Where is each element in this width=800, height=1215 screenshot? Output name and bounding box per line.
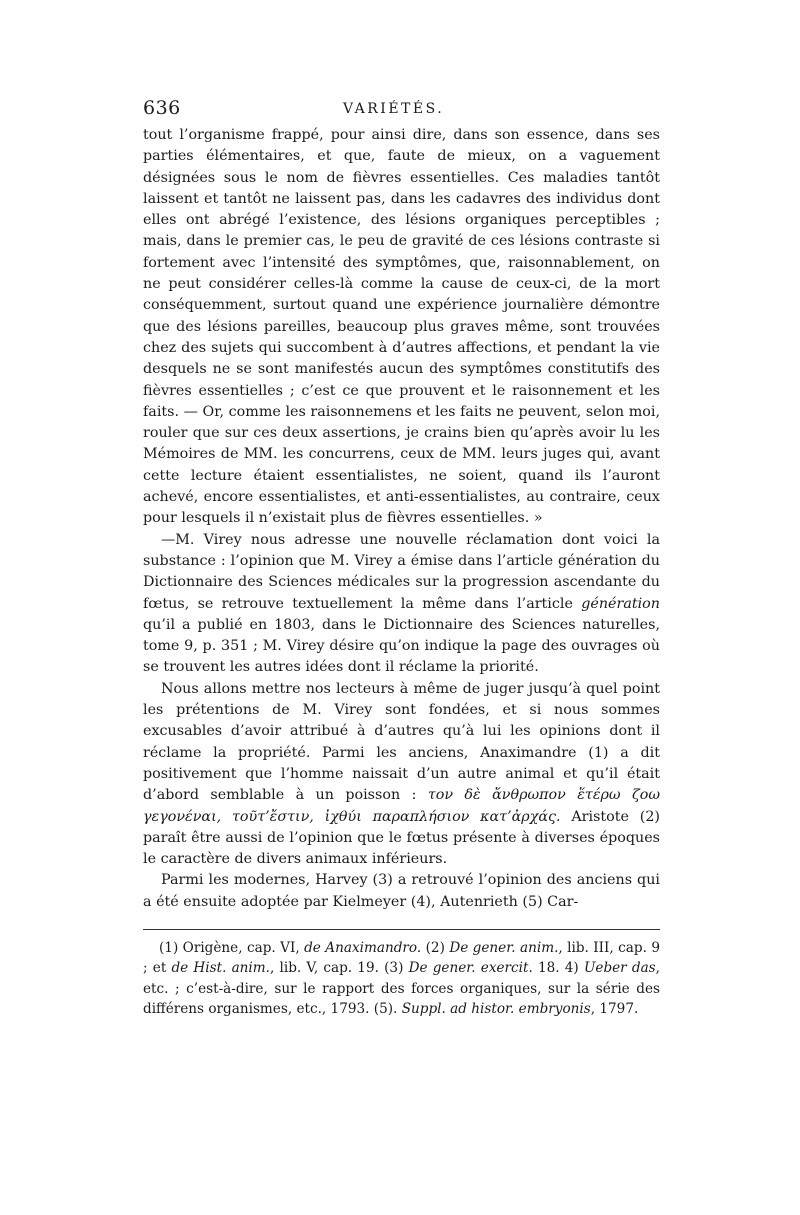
footnote-5-title: Suppl. ad histor. embryonis bbox=[401, 1001, 591, 1018]
footnote-2b-text: , lib. V, cap. 19. (3) bbox=[270, 960, 409, 977]
running-head: VARIÉTÉS. bbox=[343, 101, 445, 117]
paragraph-3 bbox=[143, 679, 660, 871]
footnote-rule bbox=[143, 929, 660, 930]
body-text bbox=[143, 125, 660, 913]
footnote-3-text: 18. 4) bbox=[532, 960, 584, 977]
greek-quote: τον δὲ ἄνθρωπον ἕτέρω ζοω γεγονέναι, τοῦτ’ἔστιν, ἰχθύι παραπλήσιον κατ’ἀρχάς. bbox=[143, 787, 660, 825]
footnote-4-text: , etc. ; c’est-à-dire, sur le rapport des forces organiques, sur la série des différens organismes, etc., 1793. (5). bbox=[143, 960, 660, 1018]
paragraph-2-tail: qu’il a publié en 1803, dans le Dictionnaire des Sciences naturelles, tome 9, p. 351 ; M. Virey désire qu’on indique la page des ouvrages où se trouvent les autres idées dont il réclame la priorité. bbox=[143, 616, 660, 676]
footnote-5-text: , 1797. bbox=[590, 1001, 639, 1018]
paragraph-2-italic: génération bbox=[581, 595, 660, 612]
paragraph-2 bbox=[143, 530, 660, 679]
paragraph-1: tout l’organisme frappé, pour ainsi dire, dans son essence, dans ses parties élémentaires, et que, faute de mieux, on a vaguement désignées sous le nom de fièvres essentielles. Ces maladies tantôt laissent et tantôt ne laissent pas, dans les cadavres des individus dont elles ont abrégé l’existence, des lésions organiques perceptibles ; mais, dans le premier cas, le peu de gravité de ces lésions contraste si fortement avec l’intensité des symptômes, que, raisonnablement, on ne peut considérer celles-là comme la cause de ceux-ci, de la mort conséquemment, surtout quand une expérience journalière démontre que des lésions pareilles, beaucoup plus graves même, sont trouvées chez des sujets qui succombent à d’autres affections, et pendant la vie desquels ne se sont manifestés aucun des symptômes constitutifs des fièvres essentielles ; c’est ce que prouvent et le raisonnement et les faits. — Or, comme les raisonnemens et les faits ne peuvent, selon moi, rouler que sur ces deux assertions, je crains bien qu’après avoir lu les Mémoires de MM. les concurrens, ceux de MM. leurs juges qui, avant cette lecture étaient essentialistes, ne soient, quand ils l’auront achevé, encore essentialistes, et anti-essentialistes, au contraire, ceux pour lesquels il n’existait plus de fièvres essentielles. » bbox=[143, 127, 660, 527]
paragraph-2-text: —M. Virey nous adresse une nouvelle réclamation dont voici la substance : l’opinion que M. Virey a émise dans l’article génération du Dictionnaire des Sciences médicales sur la progression ascendante du fœtus, se retrouve textuellement la même dans l’article bbox=[143, 531, 660, 612]
paragraph-3-text: Nous allons mettre nos lecteurs à même de juger jusqu’à quel point les prétentions de M. Virey sont fondées, et si nous sommes excusables d’avoir attribué à d’autres qu’à lui les opinions dont il réclame la propriété. Parmi les anciens, Anaximandre (1) a dit positivement que l’homme naissait d’un autre animal et qu’il était d’abord semblable à un poisson : bbox=[143, 680, 660, 804]
footnote-3-title: De gener. exercit. bbox=[408, 960, 533, 977]
footnote-2-text: , lib. III, cap. 9 ; et bbox=[143, 939, 660, 977]
footnote-1-title: de Anaximandro. bbox=[304, 939, 422, 956]
footnote-2-title: De gener. anim. bbox=[449, 939, 559, 956]
document-page bbox=[143, 95, 660, 1020]
footnote-2-marker: (2) bbox=[421, 939, 450, 956]
paragraph-3-tail: Aristote (2) paraît être aussi de l’opinion que le fœtus présente à diverses époques le caractère de divers animaux inférieurs. bbox=[143, 808, 660, 868]
footnotes bbox=[143, 938, 660, 1020]
footnote-2b-title: de Hist. anim. bbox=[171, 960, 270, 977]
footnote-4-title: Ueber das bbox=[583, 960, 656, 977]
page-number: 636 bbox=[143, 97, 181, 119]
paragraph-4: Parmi les modernes, Harvey (3) a retrouvé l’opinion des anciens qui a été ensuite adoptée par Kielmeyer (4), Autenrieth (5) Car- bbox=[143, 872, 660, 910]
footnote-1-text: (1) Origène, cap. VI, bbox=[159, 939, 305, 956]
page-header bbox=[143, 95, 660, 125]
footnote-separator bbox=[143, 929, 660, 930]
footnote-block bbox=[143, 938, 660, 1020]
